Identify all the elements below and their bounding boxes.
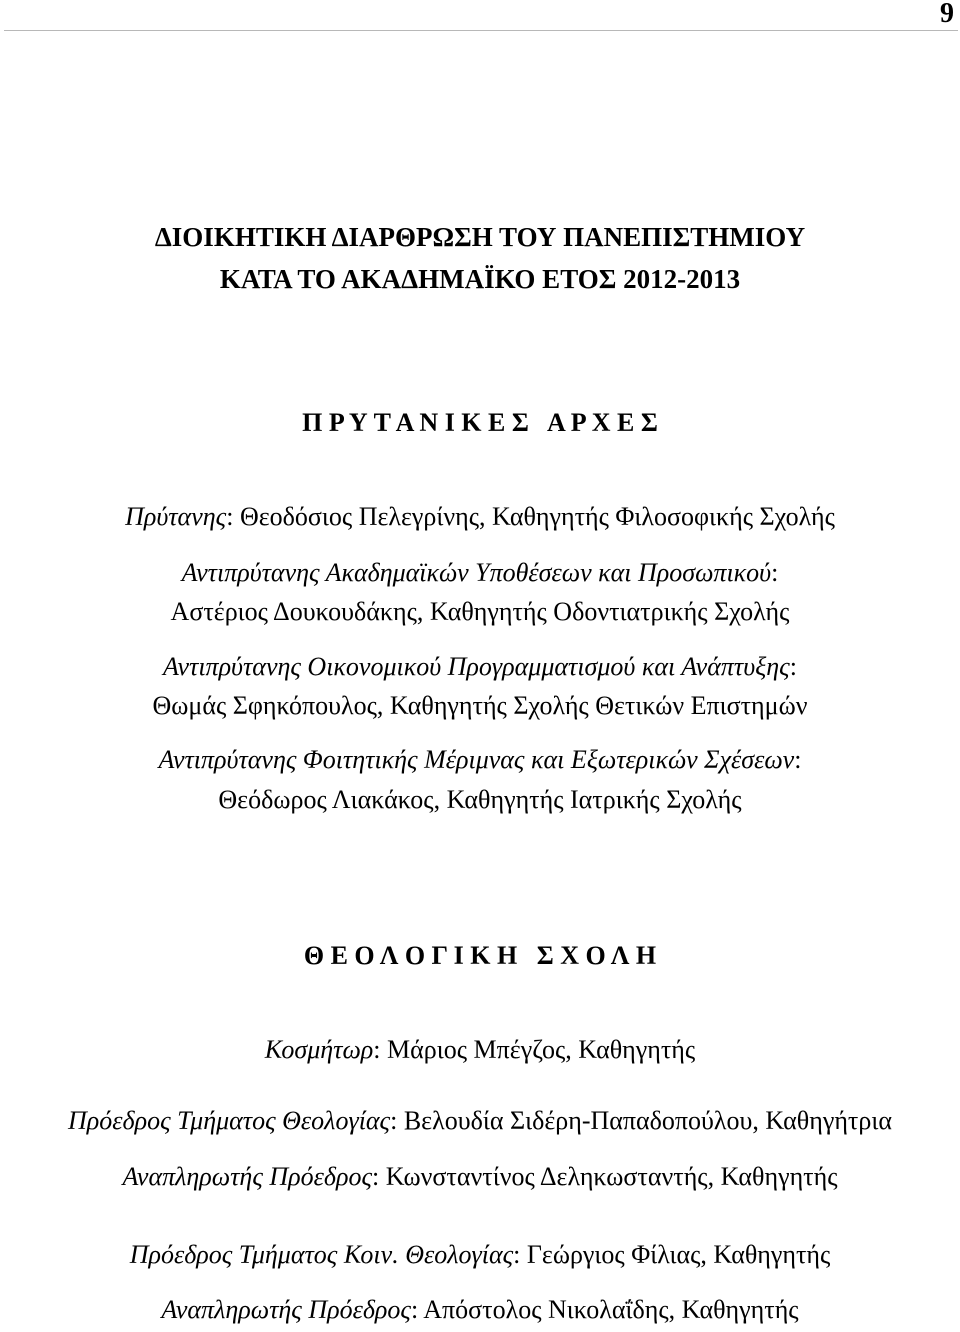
dean-person: Μάριος Μπέγζος, Καθηγητής <box>387 1035 696 1064</box>
page-number: 9 <box>940 0 954 29</box>
dean-entry: Κοσμήτωρ: Μάριος Μπέγζος, Καθηγητής <box>264 1035 696 1064</box>
chair-theology-entry: Πρόεδρος Τμήματος Θεολογίας: Βελουδία Σιδέρη-Παπαδοπούλου, Καθηγήτρια <box>68 1106 892 1135</box>
vice-rector-students-role: Αντιπρύτανης Φοιτητικής Μέριμνας και Εξωτερικών Σχέσεων <box>158 745 795 774</box>
chair-theology-role: Πρόεδρος Τμήματος Θεολογίας <box>68 1106 391 1135</box>
rector-person: Θεοδόσιος Πελεγρίνης, Καθηγητής Φιλοσοφικής Σχολής <box>239 502 835 531</box>
rector-entry: Πρύτανης: Θεοδόσιος Πελεγρίνης, Καθηγητής Φιλοσοφικής Σχολής <box>125 502 835 531</box>
vice-rector-finance-role: Αντιπρύτανης Οικονομικού Προγραμματισμού και Ανάπτυξης <box>163 652 790 681</box>
rector-role: Πρύτανης <box>125 502 227 531</box>
rector-authorities-heading: Π Ρ Υ Τ Α Ν Ι Κ Ε Σ Α Ρ Χ Ε Σ <box>302 408 658 437</box>
deputy-chair-theology-role: Αναπληρωτής Πρόεδρος <box>122 1162 372 1191</box>
vice-rector-students-role-line: Αντιπρύτανης Φοιτητικής Μέριμνας και Εξωτερικών Σχέσεων: <box>158 745 802 774</box>
vice-rector-finance-role-line: Αντιπρύτανης Οικονομικού Προγραμματισμού και Ανάπτυξης: <box>163 652 797 681</box>
vice-rector-academic-role: Αντιπρύτανης Ακαδημαϊκών Υποθέσεων και Προσωπικού <box>181 558 772 587</box>
deputy-chair-social-theology-entry: Αναπληρωτής Πρόεδρος: Απόστολος Νικολαΐδης, Καθηγητής <box>161 1295 799 1324</box>
vice-rector-finance-person: Θωμάς Σφηκόπουλος, Καθηγητής Σχολής Θετικών Επιστημών <box>152 691 808 720</box>
vice-rector-academic-person: Αστέριος Δουκουδάκης, Καθηγητής Οδοντιατρικής Σχολής <box>170 597 790 626</box>
chair-social-theology-person: Γεώργιος Φίλιας, Καθηγητής <box>526 1240 831 1269</box>
vice-rector-students-person: Θεόδωρος Λιακάκος, Καθηγητής Ιατρικής Σχολής <box>218 785 742 814</box>
document-title-line-2: ΚΑΤΑ ΤΟ ΑΚΑΔΗΜΑΪΚΟ ΕΤΟΣ 2012-2013 <box>219 264 741 294</box>
deputy-chair-theology-entry: Αναπληρωτής Πρόεδρος: Κωνσταντίνος Δεληκωσταντής, Καθηγητής <box>122 1162 838 1191</box>
document-title-line-1: ΔΙΟΙΚΗΤΙΚΗ ΔΙΑΡΘΡΩΣΗ ΤΟΥ ΠΑΝΕΠΙΣΤΗΜΙΟΥ <box>154 222 806 252</box>
dean-role: Κοσμήτωρ <box>264 1035 374 1064</box>
chair-social-theology-entry: Πρόεδρος Τμήματος Κοιν. Θεολογίας: Γεώργιος Φίλιας, Καθηγητής <box>129 1240 831 1269</box>
vice-rector-academic-role-line: Αντιπρύτανης Ακαδημαϊκών Υποθέσεων και Προσωπικού: <box>181 558 779 587</box>
deputy-chair-theology-person: Κωνσταντίνος Δεληκωσταντής, Καθηγητής <box>385 1162 838 1191</box>
header-rule <box>4 30 958 31</box>
theology-school-heading: Θ Ε Ο Λ Ο Γ Ι Κ Η Σ Χ Ο Λ Η <box>303 941 657 970</box>
chair-social-theology-role: Πρόεδρος Τμήματος Κοιν. Θεολογίας <box>129 1240 514 1269</box>
deputy-chair-social-theology-role: Αναπληρωτής Πρόεδρος <box>161 1295 411 1324</box>
chair-theology-person: Βελουδία Σιδέρη-Παπαδοπούλου, Καθηγήτρια <box>403 1106 892 1135</box>
deputy-chair-social-theology-person: Απόστολος Νικολαΐδης, Καθηγητής <box>423 1295 799 1324</box>
